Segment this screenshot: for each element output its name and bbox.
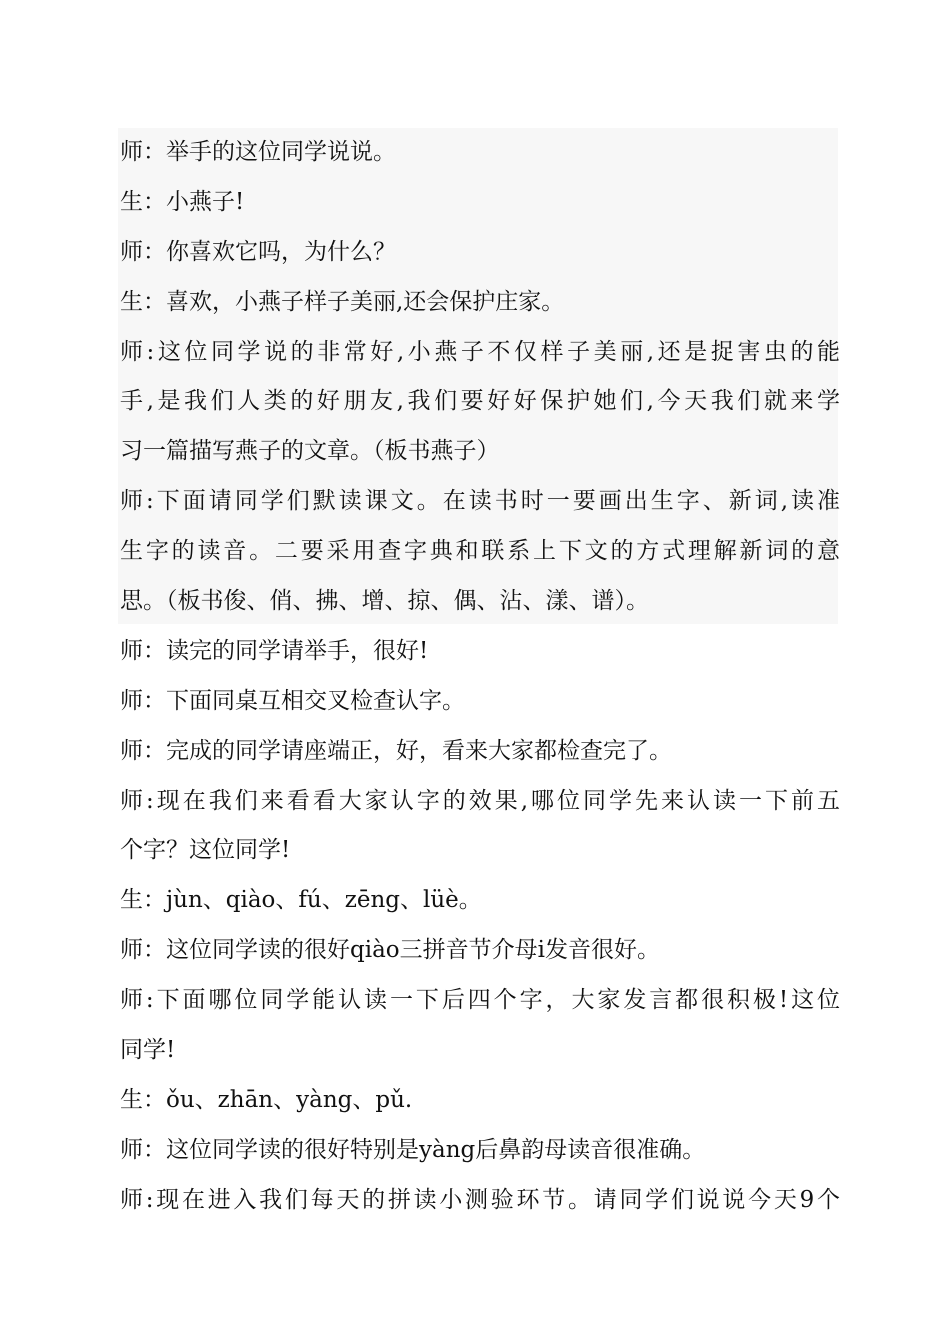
transcript-line: 生：喜欢，小燕子样子美丽,还会保护庄家。: [120, 288, 565, 315]
transcript-line: 师:现在我们来看看大家认字的效果,哪位同学先来认读一下前五: [120, 787, 840, 814]
transcript-line: 师：这位同学读的很好qiào三拼音节介母i发音很好。: [120, 937, 660, 964]
transcript-line: 师：举手的这位同学说说。: [120, 139, 396, 165]
transcript-line: 师:这位同学说的非常好,小燕子不仅样子美丽,还是捉害虫的能: [120, 338, 840, 365]
lesson-transcript: [120, 128, 840, 1226]
transcript-line: 师:现在进入我们每天的拼读小测验环节。请同学们说说今天9个: [120, 1186, 840, 1213]
transcript-line: 师：读完的同学请举手，很好!: [120, 637, 429, 664]
transcript-line: 生：小燕子!: [120, 188, 245, 215]
transcript-line: 习一篇描写燕子的文章。（板书燕子）: [120, 438, 500, 465]
transcript-line: 同学!: [120, 1037, 176, 1064]
transcript-line: 师：你喜欢它吗，为什么？: [120, 238, 396, 265]
transcript-line: 师：完成的同学请座端正，好，看来大家都检查完了。: [120, 737, 672, 764]
transcript-line: 师：这位同学读的很好特别是yàng后鼻韵母读音很准确。: [120, 1136, 706, 1163]
transcript-line: 师:下面请同学们默读课文。在读书时一要画出生字、新词,读准: [120, 488, 840, 515]
transcript-line: 生：ǒu、zhān、yàng、pǔ.: [120, 1086, 413, 1113]
transcript-line: 手,是我们人类的好朋友,我们要好好保护她们,今天我们就来学: [120, 388, 840, 415]
transcript-line: 生：jùn、qiào、fú、zēng、lüè。: [120, 887, 482, 914]
transcript-line: 思。（板书俊、俏、拂、增、掠、偶、沾、漾、谱）。: [120, 588, 649, 615]
transcript-line: 生字的读音。二要采用查字典和联系上下文的方式理解新词的意: [120, 538, 840, 565]
transcript-line: 师：下面同桌互相交叉检查认字。: [120, 687, 465, 714]
transcript-line: 个字？这位同学!: [120, 837, 291, 864]
transcript-line: 师:下面哪位同学能认读一下后四个字，大家发言都很积极!这位: [120, 987, 840, 1014]
